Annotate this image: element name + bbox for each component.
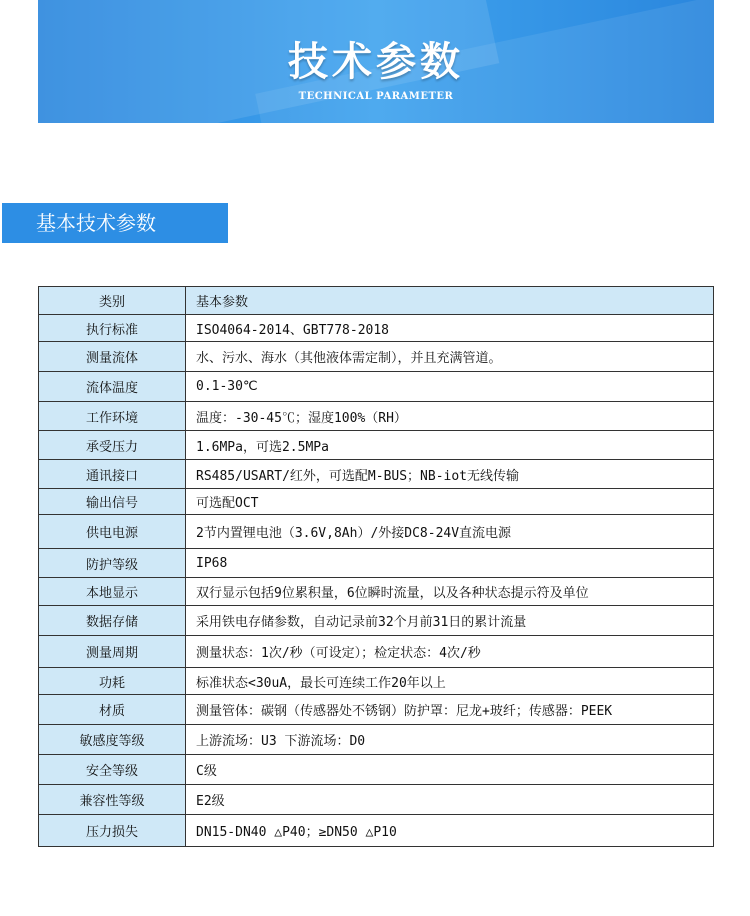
row-category: 压力损失: [39, 815, 186, 847]
row-category: 敏感度等级: [39, 725, 186, 755]
row-category: 数据存储: [39, 606, 186, 636]
row-category: 承受压力: [39, 431, 186, 460]
row-value: 测量状态：1次/秒（可设定）；检定状态：4次/秒: [186, 636, 714, 668]
row-value: 标准状态<30uA，最长可连续工作20年以上: [186, 668, 714, 695]
table-row: [39, 342, 714, 372]
row-value: 0.1-30℃: [186, 372, 714, 402]
row-value: ISO4064-2014、GBT778-2018: [186, 315, 714, 342]
table-row: [39, 755, 714, 785]
row-value: DN15-DN40 △P40；≥DN50 △P10: [186, 815, 714, 847]
row-category: 兼容性等级: [39, 785, 186, 815]
header-banner: [38, 0, 714, 123]
row-value: 1.6MPa，可选2.5MPa: [186, 431, 714, 460]
row-value: 采用铁电存储参数，自动记录前32个月前31日的累计流量: [186, 606, 714, 636]
table-row: [39, 460, 714, 489]
table-row: [39, 315, 714, 342]
spec-table: [38, 286, 714, 847]
row-category: 执行标准: [39, 315, 186, 342]
table-row: [39, 372, 714, 402]
header-category: 类别: [39, 287, 186, 315]
row-category: 输出信号: [39, 489, 186, 515]
row-value: 水、污水、海水（其他液体需定制），并且充满管道。: [186, 342, 714, 372]
table-row: [39, 636, 714, 668]
table-row: [39, 578, 714, 606]
section-title: 基本技术参数: [2, 203, 228, 243]
table-row: [39, 695, 714, 725]
table-row: [39, 431, 714, 460]
banner-title: 技术参数: [288, 39, 464, 85]
row-value: 上游流场：U3 下游流场：D0: [186, 725, 714, 755]
table-row: [39, 785, 714, 815]
row-value: 可选配OCT: [186, 489, 714, 515]
table-row: [39, 725, 714, 755]
header-value: 基本参数: [186, 287, 714, 315]
row-category: 防护等级: [39, 549, 186, 578]
banner-subtitle: TECHNICAL PARAMETER: [298, 91, 454, 102]
row-value: 2节内置锂电池（3.6V,8Ah）/外接DC8-24V直流电源: [186, 515, 714, 549]
row-value: 测量管体：碳钢（传感器处不锈钢）防护罩：尼龙+玻纤；传感器：PEEK: [186, 695, 714, 725]
row-value: 双行显示包括9位累积量，6位瞬时流量，以及各种状态提示符及单位: [186, 578, 714, 606]
row-category: 材质: [39, 695, 186, 725]
row-category: 工作环境: [39, 402, 186, 431]
row-category: 本地显示: [39, 578, 186, 606]
row-value: IP68: [186, 549, 714, 578]
table-row: [39, 515, 714, 549]
table-row: [39, 606, 714, 636]
row-category: 安全等级: [39, 755, 186, 785]
table-row: [39, 489, 714, 515]
table-row: [39, 668, 714, 695]
row-category: 供电电源: [39, 515, 186, 549]
row-value: 温度：-30-45℃；湿度100%（RH）: [186, 402, 714, 431]
spec-table-body: [39, 315, 714, 847]
row-value: RS485/USART/红外，可选配M-BUS；NB-iot无线传输: [186, 460, 714, 489]
table-row: [39, 402, 714, 431]
row-value: E2级: [186, 785, 714, 815]
row-category: 测量周期: [39, 636, 186, 668]
row-category: 流体温度: [39, 372, 186, 402]
table-header-row: [39, 287, 714, 315]
row-category: 测量流体: [39, 342, 186, 372]
table-row: [39, 815, 714, 847]
table-row: [39, 549, 714, 578]
row-category: 功耗: [39, 668, 186, 695]
row-value: C级: [186, 755, 714, 785]
row-category: 通讯接口: [39, 460, 186, 489]
